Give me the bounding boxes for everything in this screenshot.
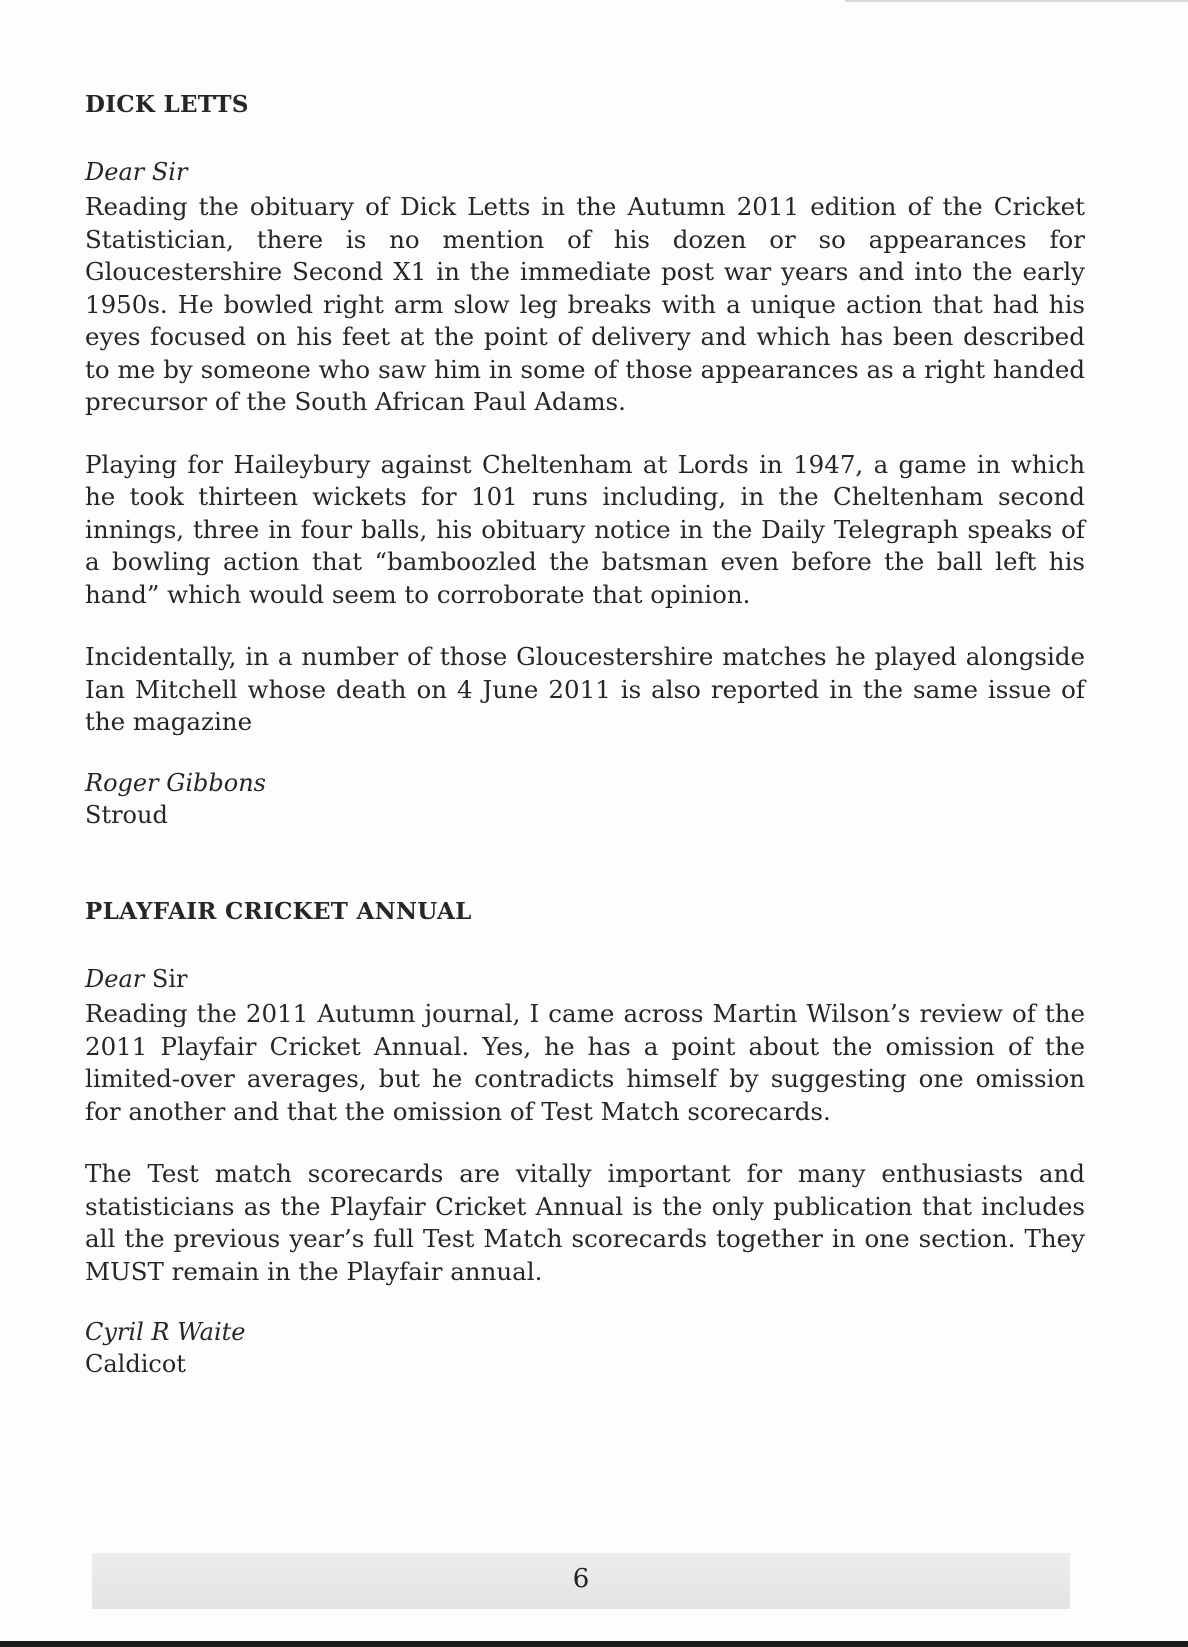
letter-paragraph: Incidentally, in a number of those Gloucestershire matches he played alongside Ian Mitchell whose death on 4 June 2011 is also reported in the same issue of the magazine bbox=[85, 642, 1085, 736]
signature-name: Roger Gibbons bbox=[85, 768, 266, 797]
letter-dick-letts bbox=[85, 90, 1085, 831]
letter-playfair-cricket-annual bbox=[85, 897, 1085, 1380]
page-number: 6 bbox=[572, 1564, 590, 1594]
signature-place: Caldicot bbox=[85, 1350, 186, 1378]
salutation-sir: Sir bbox=[151, 965, 188, 993]
letter-heading: DICK LETTS bbox=[85, 91, 249, 118]
scan-top-edge bbox=[845, 0, 1188, 2]
letter-paragraph: The Test match scorecards are vitally important for many enthusiasts and statisticians as the Playfair Cricket Annual is the only publication that includes all the previous year’s full Test Match scorecards together in one section. They MUST remain in the Playfair annual. bbox=[85, 1159, 1085, 1286]
salutation-dear: Dear bbox=[85, 965, 145, 993]
letter-paragraph: Reading the obituary of Dick Letts in the Autumn 2011 edition of the Cricket Statistician, there is no mention of his dozen or so appearances for Gloucestershire Second X1 in the immediate post war years and into the early 1950s. He bowled right arm slow leg breaks with a unique action that had his eyes focused on his feet at the point of delivery and which has been described to me by someone who saw him in some of those appearances as a right handed precursor of the South African Paul Adams. bbox=[85, 192, 1085, 416]
letter-paragraph: Playing for Haileybury against Cheltenham at Lords in 1947, a game in which he took thirteen wickets for 101 runs including, in the Cheltenham second innings, three in four balls, his obituary notice in the Daily Telegraph speaks of a bowling action that “bamboozled the batsman even before the ball left his hand” which would seem to corroborate that opinion. bbox=[85, 449, 1085, 609]
footer-bar bbox=[92, 1553, 1070, 1609]
letter-salutation bbox=[85, 964, 1085, 994]
signature-place: Stroud bbox=[85, 800, 168, 829]
letter-paragraph: Reading the 2011 Autumn journal, I came across Martin Wilson’s review of the 2011 Playfair Cricket Annual. Yes, he has a point about the omission of the limited-over averages, but he contradicts himself by suggesting one omission for another and that the omission of Test Match scorecards. bbox=[85, 999, 1085, 1126]
letter-heading: PLAYFAIR CRICKET ANNUAL bbox=[85, 898, 472, 925]
letter-salutation: Dear Sir bbox=[85, 158, 188, 186]
signature-name: Cyril R Waite bbox=[85, 1318, 246, 1346]
scan-bottom-edge bbox=[0, 1641, 1188, 1647]
